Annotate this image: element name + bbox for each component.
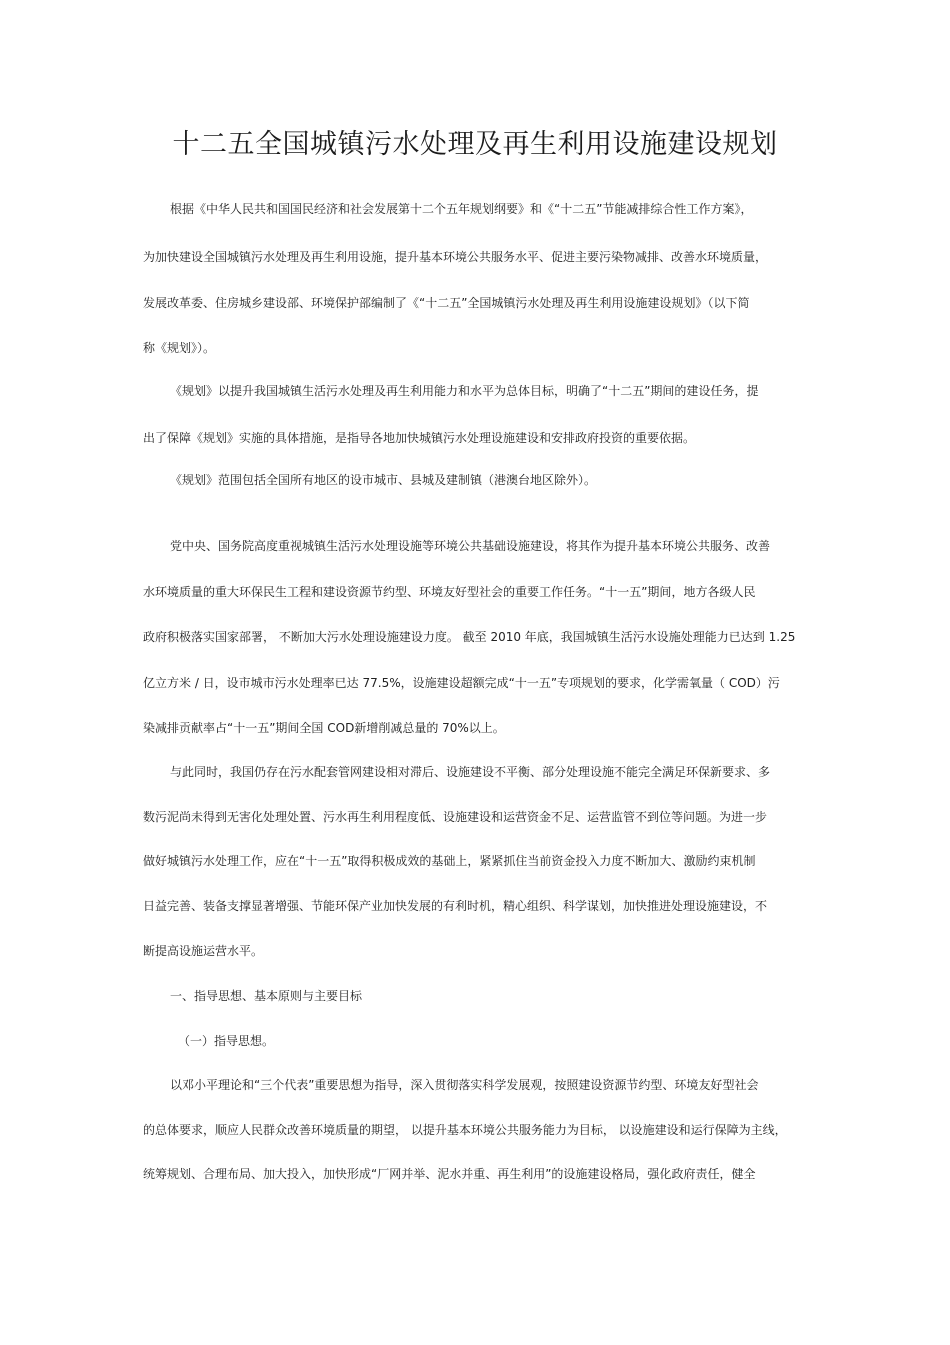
paragraph-line: 称《规划》）。 <box>143 341 216 355</box>
paragraph-line: 以邓小平理论和“三个代表”重要思想为指导，深入贯彻落实科学发展观，按照建设资源节约型、环境友好型社会 <box>170 1078 759 1092</box>
paragraph-line: 《规划》范围包括全国所有地区的设市城市、县城及建制镇（港澳台地区除外）。 <box>170 473 597 487</box>
paragraph-line: 做好城镇污水处理工作，应在“十一五”取得积极成效的基础上，紧紧抓住当前资金投入力度不断加大、激励约束机制 <box>143 854 756 868</box>
paragraph-line: 《规划》以提升我国城镇生活污水处理及再生利用能力和水平为总体目标，明确了“十二五”期间的建设任务，提 <box>170 384 759 398</box>
paragraph-line: 统筹规划、合理布局、加大投入，加快形成“厂网并举、泥水并重、再生利用”的设施建设格局，强化政府责任，健全 <box>143 1167 756 1181</box>
paragraph-line: 出了保障《规划》实施的具体措施，是指导各地加快城镇污水处理设施建设和安排政府投资的重要依据。 <box>143 431 696 445</box>
paragraph-line: 染减排贡献率占“十一五”期间全国 COD新增削减总量的 70%以上。 <box>143 721 505 735</box>
paragraph-line: 的总体要求，顺应人民群众改善环境质量的期望， 以提升基本环境公共服务能力为目标， 以设施建设和运行保障为主线， <box>143 1123 787 1137</box>
paragraph-line: 政府积极落实国家部署， 不断加大污水处理设施建设力度。 截至 2010 年底，我国城镇生活污水设施处理能力已达到 1.25 <box>143 630 796 644</box>
paragraph-line: 与此同时，我国仍存在污水配套管网建设相对滞后、设施建设不平衡、部分处理设施不能完全满足环保新要求、多 <box>170 765 771 779</box>
paragraph-line: 水环境质量的重大环保民生工程和建设资源节约型、环境友好型社会的重要工作任务。“十一五”期间，地方各级人民 <box>143 585 756 599</box>
paragraph-line: 根据《中华人民共和国国民经济和社会发展第十二个五年规划纲要》和《“十二五”节能减排综合性工作方案》， <box>170 202 753 216</box>
document-title: 十二五全国城镇污水处理及再生利用设施建设规划 <box>172 129 778 160</box>
paragraph-line: 断提高设施运营水平。 <box>143 944 264 958</box>
paragraph-line: 日益完善、装备支撑显著增强、节能环保产业加快发展的有利时机，精心组织、科学谋划，加快推进处理设施建设，不 <box>143 899 768 913</box>
paragraph-line: 数污泥尚未得到无害化处理处置、污水再生利用程度低、设施建设和运营资金不足、运营监管不到位等问题。为进一步 <box>143 810 768 824</box>
paragraph-line: 发展改革委、住房城乡建设部、环境保护部编制了《“十二五”全国城镇污水处理及再生利用设施建设规划》（以下简 <box>143 296 750 310</box>
paragraph-line: 亿立方米 / 日，设市城市污水处理率已达 77.5%，设施建设超额完成“十一五”专项规划的要求，化学需氧量（ COD）污 <box>143 676 780 690</box>
paragraph-line: 党中央、国务院高度重视城镇生活污水处理设施等环境公共基础设施建设，将其作为提升基本环境公共服务、改善 <box>170 539 771 553</box>
paragraph-line: 为加快建设全国城镇污水处理及再生利用设施，提升基本环境公共服务水平、促进主要污染物减排、改善水环境质量， <box>143 250 768 264</box>
section-heading: 一、指导思想、基本原则与主要目标 <box>170 989 363 1003</box>
subsection-heading: （一）指导思想。 <box>178 1034 275 1048</box>
